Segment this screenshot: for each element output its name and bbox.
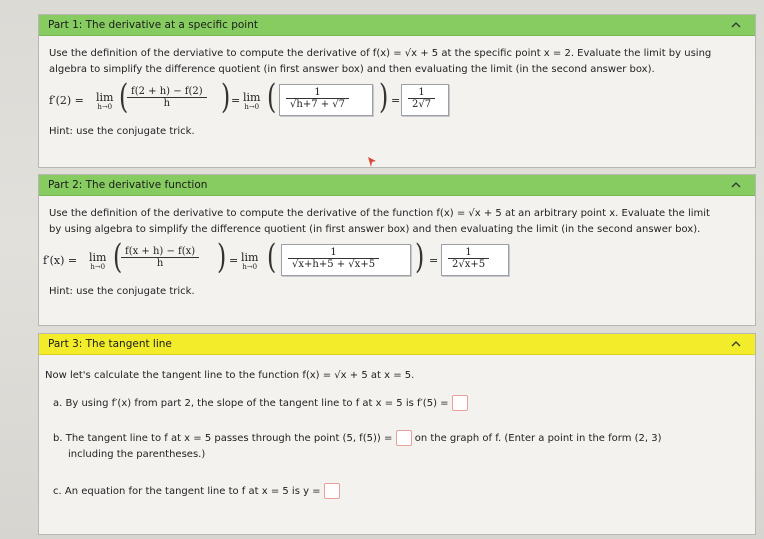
answer-denominator: 2√7 bbox=[412, 99, 432, 110]
limit-subscript: h→0 bbox=[242, 263, 258, 271]
part3-item-c bbox=[53, 483, 340, 500]
part1-answer-box-2[interactable] bbox=[401, 84, 449, 116]
part1-limit-2 bbox=[243, 92, 260, 112]
part3-item-a-text: a. By using f′(x) from part 2, the slope of the tangent line to f at x = 5 is f′(5) = bbox=[53, 398, 449, 409]
point-answer-input[interactable] bbox=[396, 430, 412, 446]
part1-limit bbox=[96, 92, 113, 112]
limit-subscript: h→0 bbox=[90, 263, 106, 271]
part3-title: Part 3: The tangent line bbox=[48, 338, 172, 350]
part2-instruction-1: Use the definition of the derivative to compute the derivative of the function f(x) = √x + 5 at an arbitrary point x. Evaluate the limit bbox=[49, 208, 710, 219]
answer-denominator: √h+7 + √7 bbox=[290, 99, 346, 110]
left-paren: ( bbox=[266, 77, 277, 117]
part3-item-a bbox=[53, 395, 468, 412]
cursor-icon bbox=[368, 157, 376, 167]
limit-label: lim bbox=[96, 91, 114, 104]
part1-panel bbox=[38, 14, 756, 168]
answer-fraction bbox=[286, 87, 349, 110]
equals-sign: = bbox=[429, 254, 439, 267]
part2-instruction-2: by using algebra to simplify the difference quotient (in first answer box) and then evaluating the limit (in the second answer box). bbox=[49, 224, 701, 235]
part1-header[interactable] bbox=[39, 15, 755, 36]
part3-item-b-text: b. The tangent line to f at x = 5 passes through the point (5, f(5)) = bbox=[53, 433, 393, 444]
right-paren: ) bbox=[378, 77, 389, 117]
part2-limit bbox=[89, 252, 106, 272]
dq-numerator: f(x + h) − f(x) bbox=[121, 246, 199, 258]
part3-header[interactable] bbox=[39, 334, 755, 355]
left-paren: ( bbox=[112, 237, 123, 277]
answer-numerator: 1 bbox=[286, 87, 349, 99]
dq-denominator: h bbox=[156, 258, 164, 269]
part1-hint: Hint: use the conjugate trick. bbox=[49, 126, 195, 137]
part1-equation bbox=[39, 78, 755, 122]
part3-item-b bbox=[53, 430, 743, 463]
chevron-up-icon[interactable] bbox=[729, 337, 743, 351]
part2-panel bbox=[38, 174, 756, 326]
part2-answer-box-1[interactable] bbox=[281, 244, 411, 276]
answer-denominator: √x+h+5 + √x+5 bbox=[292, 259, 376, 270]
part1-lhs: f′(2) = bbox=[49, 94, 84, 107]
tangent-equation-input[interactable] bbox=[324, 483, 340, 499]
part1-answer-box-1[interactable] bbox=[279, 84, 373, 116]
part3-intro: Now let's calculate the tangent line to the function f(x) = √x + 5 at x = 5. bbox=[45, 370, 415, 381]
part2-limit-2 bbox=[241, 252, 258, 272]
slope-answer-input[interactable] bbox=[452, 395, 468, 411]
part1-difference-quotient bbox=[127, 86, 207, 109]
chevron-up-icon[interactable] bbox=[729, 18, 743, 32]
part2-lhs: f′(x) = bbox=[43, 254, 78, 267]
answer-fraction bbox=[448, 247, 489, 270]
answer-numerator: 1 bbox=[448, 247, 489, 259]
right-paren: ) bbox=[220, 77, 231, 117]
part3-item-b-text-2: on the graph of f. (Enter a point in the form (2, 3) bbox=[414, 433, 662, 444]
answer-numerator: 1 bbox=[408, 87, 435, 99]
limit-subscript: h→0 bbox=[244, 103, 260, 111]
part1-instruction-1: Use the definition of the derviative to compute the derivative of f(x) = √x + 5 at the specific point x = 2. Evaluate the limit by using bbox=[49, 48, 712, 59]
limit-subscript: h→0 bbox=[97, 103, 113, 111]
right-paren: ) bbox=[216, 237, 227, 277]
limit-label: lim bbox=[241, 251, 259, 264]
equals-sign: = bbox=[231, 94, 241, 107]
part1-title: Part 1: The derivative at a specific point bbox=[48, 19, 258, 31]
answer-denominator: 2√x+5 bbox=[452, 259, 486, 270]
answer-numerator: 1 bbox=[288, 247, 379, 259]
answer-fraction bbox=[408, 87, 435, 110]
equals-sign: = bbox=[229, 254, 239, 267]
limit-label: lim bbox=[243, 91, 261, 104]
part3-panel bbox=[38, 333, 756, 535]
part2-equation bbox=[39, 238, 755, 282]
part2-header[interactable] bbox=[39, 175, 755, 196]
limit-label: lim bbox=[89, 251, 107, 264]
part3-item-c-text: c. An equation for the tangent line to f at x = 5 is y = bbox=[53, 486, 321, 497]
dq-numerator: f(2 + h) − f(2) bbox=[127, 86, 207, 98]
part2-answer-box-2[interactable] bbox=[441, 244, 509, 276]
part2-title: Part 2: The derivative function bbox=[48, 179, 208, 191]
part3-item-b-text-3: including the parentheses.) bbox=[68, 449, 206, 460]
equals-sign: = bbox=[391, 94, 401, 107]
part2-difference-quotient bbox=[121, 246, 199, 269]
answer-fraction bbox=[288, 247, 379, 270]
part2-hint: Hint: use the conjugate trick. bbox=[49, 286, 195, 297]
left-paren: ( bbox=[266, 237, 277, 277]
left-paren: ( bbox=[118, 77, 129, 117]
dq-denominator: h bbox=[163, 98, 171, 109]
right-paren: ) bbox=[414, 237, 425, 277]
part1-instruction-2: algebra to simplify the difference quotient (in first answer box) and then evaluating the limit (in the second answer box). bbox=[49, 64, 655, 75]
chevron-up-icon[interactable] bbox=[729, 178, 743, 192]
